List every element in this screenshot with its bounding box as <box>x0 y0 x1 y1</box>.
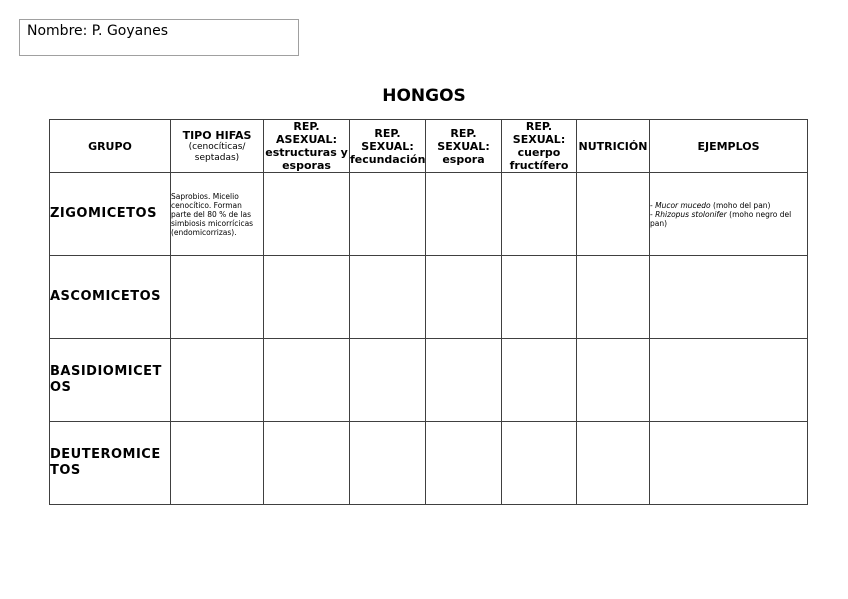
empty-cell <box>502 256 577 339</box>
example-item: - Rhizopus stolonifer (moho negro del pan) <box>650 209 792 228</box>
empty-cell <box>502 422 577 505</box>
empty-cell <box>264 422 350 505</box>
table-row <box>50 339 808 422</box>
empty-cell <box>577 339 650 422</box>
col-header-ejemplos: EJEMPLOS <box>650 120 808 173</box>
col-header-rep-asexual: REP. ASEXUAL: estructuras y esporas <box>265 120 348 172</box>
empty-cell <box>650 256 808 339</box>
empty-cell <box>264 173 350 256</box>
empty-cell <box>171 422 264 505</box>
col-header-tipo-hifas-sub: (cenocíticas/ septadas) <box>188 141 246 163</box>
examples-cell <box>650 173 808 256</box>
empty-cell <box>171 256 264 339</box>
table-row <box>50 422 808 505</box>
empty-cell <box>502 339 577 422</box>
empty-cell <box>577 256 650 339</box>
empty-cell <box>426 173 502 256</box>
empty-cell <box>350 422 426 505</box>
empty-cell <box>577 173 650 256</box>
col-header-rep-sexual-fecundacion: REP. SEXUAL: fecundación <box>350 120 426 173</box>
empty-cell <box>171 339 264 422</box>
empty-cell <box>264 339 350 422</box>
empty-cell <box>350 339 426 422</box>
tipo-hifas-cell: Saprobios. Micelio cenocítico. Forman parte del 80 % de las simbiosis micorrícicas (endomicorrizas). <box>171 173 264 256</box>
col-header-nutricion: NUTRICIÓN <box>577 120 650 173</box>
group-cell: BASIDIOMICETOS <box>50 339 171 422</box>
name-box <box>19 19 299 56</box>
empty-cell <box>350 256 426 339</box>
col-header-tipo-hifas: TIPO HIFAS (cenocíticas/ septadas) <box>171 120 264 173</box>
table-row <box>50 173 808 256</box>
empty-cell <box>650 339 808 422</box>
empty-cell <box>350 173 426 256</box>
empty-cell <box>426 422 502 505</box>
group-cell: ASCOMICETOS <box>50 256 171 339</box>
page-title: HONGOS <box>382 86 466 106</box>
empty-cell <box>264 256 350 339</box>
col-header-rep-sexual-cuerpo: REP. SEXUAL: cuerpo fructífero <box>502 120 577 173</box>
empty-cell <box>502 173 577 256</box>
group-cell: DEUTEROMICETOS <box>50 422 171 505</box>
header-row <box>50 120 808 173</box>
empty-cell <box>577 422 650 505</box>
group-cell: ZIGOMICETOS <box>50 173 171 256</box>
empty-cell <box>426 256 502 339</box>
fungi-table <box>49 119 808 505</box>
col-header-grupo: GRUPO <box>50 120 171 173</box>
empty-cell <box>650 422 808 505</box>
empty-cell <box>426 339 502 422</box>
col-header-rep-sexual-espora: REP. SEXUAL: espora <box>426 120 502 173</box>
table-row <box>50 256 808 339</box>
example-item: - Mucor mucedo (moho del pan) <box>650 200 771 210</box>
student-name: Nombre: P. Goyanes <box>27 23 169 39</box>
